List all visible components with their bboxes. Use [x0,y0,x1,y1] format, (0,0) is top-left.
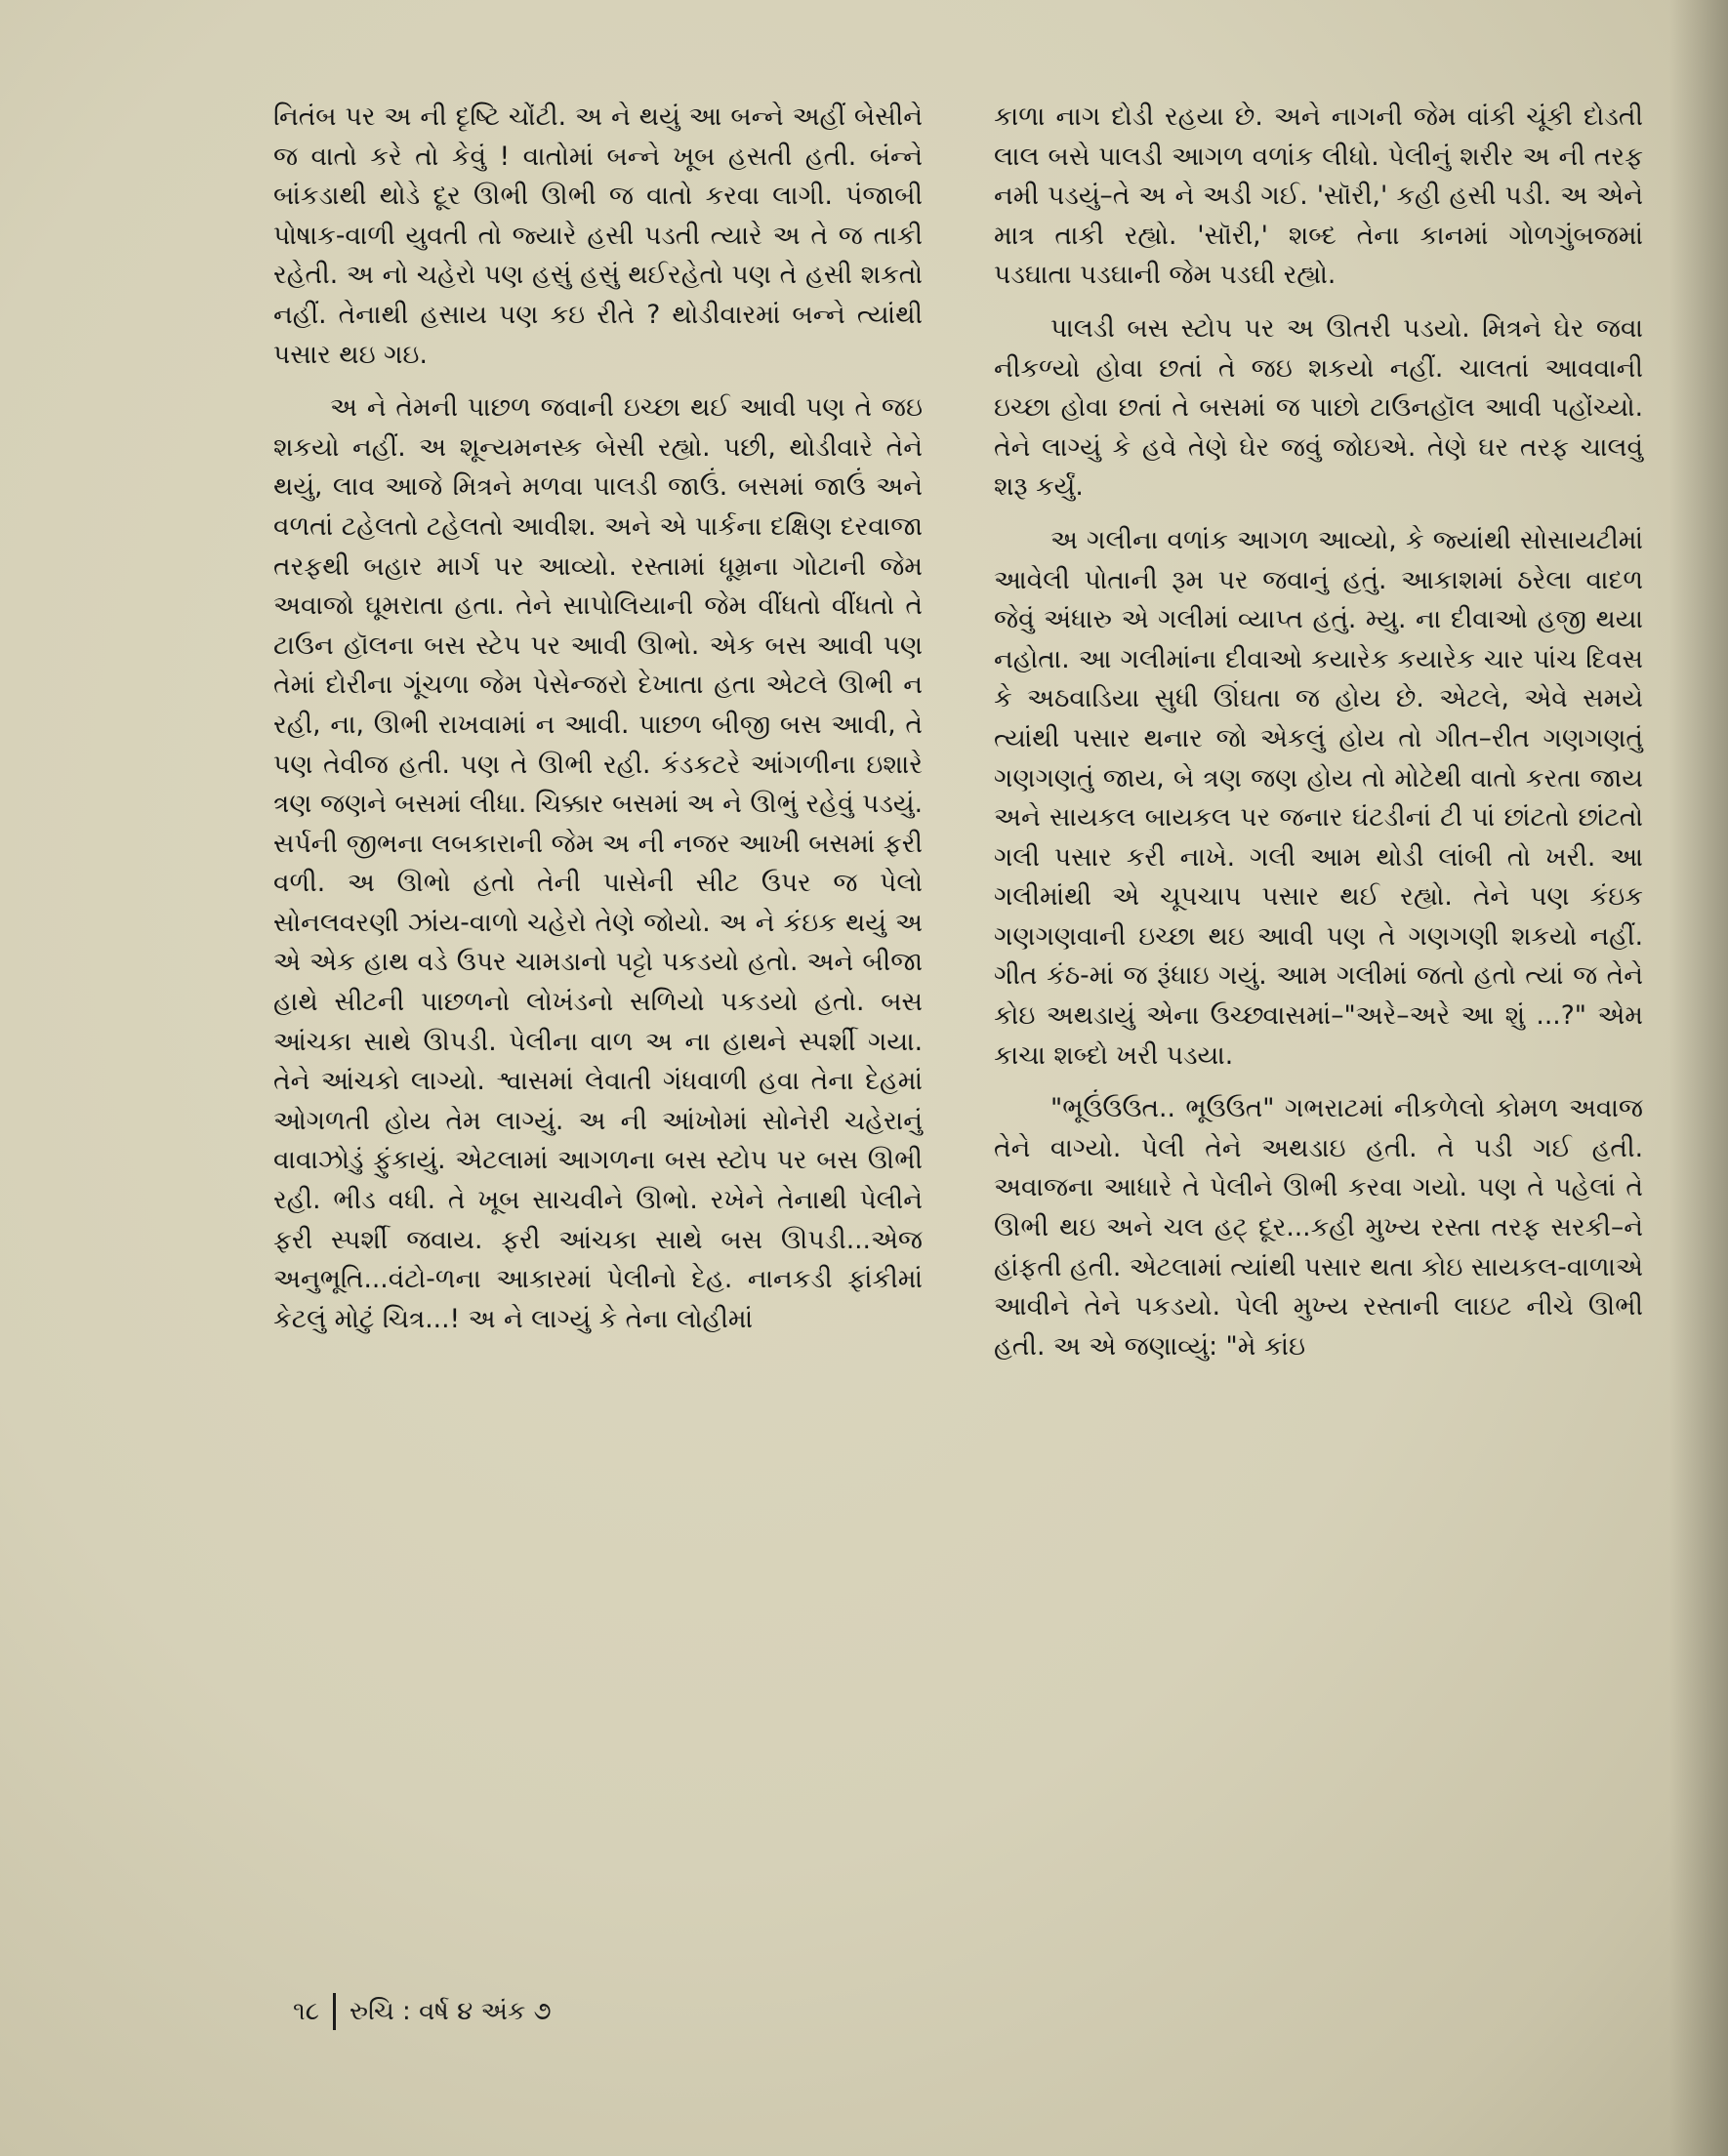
paragraph: પાલડી બસ સ્ટોપ પર અ ઊતરી પડયો. મિત્રને ઘેર જવા નીકળ્યો હોવા છતાં તે જઇ શકયો નહીં. ચાલતાં આવવાની ઇચ્છા હોવા છતાં તે બસમાં જ પાછો ટાઉનહૉલ આવી પહોંચ્યો. તેને લાગ્યું કે હવે તેણે ઘેર જવું જોઇએ. તેણે ઘર તરફ ચાલવું શરૂ કર્યું. [994,312,1643,503]
paragraph: "ભૂઉંઉઉત.. ભૂઉઉત" ગભરાટમાં નીકળેલો કોમળ અવાજ તેને વાગ્યો. પેલી તેને અથડાઇ હતી. તે પડી ગઈ હતી. અવાજના આધારે તે પેલીને ઊભી કરવા ગયો. પણ તે પહેલાં તે ઊભી થઇ અને ચલ હટ્ દૂર...કહી મુખ્ય રસ્તા તરફ સરકી–ને હાંફતી હતી. એટલામાં ત્યાંથી પસાર થતા કોઇ સાયકલ-વાળાએ આવીને તેને પકડયો. પેલી મુખ્ય રસ્તાની લાઇટ નીચે ઊભી હતી. અ એ જણાવ્યું: "મે કાંઇ [994,1093,1643,1362]
paragraph: અ ને તેમની પાછળ જવાની ઇચ્છા થઈ આવી પણ તે જઇ શકયો નહીં. અ શૂન્યમનસ્ક બેસી રહ્યો. પછી, થોડીવારે તેને થયું, લાવ આજે મિત્રને મળવા પાલડી જાઉં. બસમાં જાઉં અને વળતાં ટહેલતો ટહેલતો આવીશ. અને એ પાર્કના દક્ષિણ દરવાજા તરફથી બહાર માર્ગ પર આવ્યો. રસ્તામાં ધૂમ્રના ગોટાની જેમ અવાજો ઘૂમરાતા હતા. તેને સાપોલિયાની જેમ વીંધતો વીંધતો તે ટાઉન હૉલના બસ સ્ટેપ પર આવી ઊભો. એક બસ આવી પણ તેમાં દોરીના ગૂંચળા જેમ પેસેન્જરો દેખાતા હતા એટલે ઊભી ન રહી, ના, ઊભી રાખવામાં ન આવી. પાછળ બીજી બસ આવી, તે પણ તેવીજ હતી. પણ તે ઊભી રહી. કંડકટરે આંગળીના ઇશારે ત્રણ જણને બસમાં લીધા. ચિક્કાર બસમાં અ ને ઊભું રહેવું પડયું. સર્પની જીભના લબકારાની જેમ અ ની નજર આખી બસમાં ફરી વળી. અ ઊભો હતો તેની પાસેની સીટ ઉપર જ પેલો સોનલવરણી ઝાંય-વાળો ચહેરો તેણે જોયો. અ ને કંઇક થયું અ એ એક હાથ વડે ઉપર ચામડાનો પટ્ટો પકડયો હતો. અને બીજા હાથે સીટની પાછળનો લોખંડનો સળિયો પકડયો હતો. બસ આંચકા સાથે ઊપડી. પેલીના વાળ અ ના હાથને સ્પર્શી ગયા. તેને આંચકો લાગ્યો. શ્વાસમાં લેવાતી ગંધવાળી હવા તેના દેહમાં ઓગળતી હોય તેમ લાગ્યું. અ ની આંખોમાં સોનેરી ચહેરાનું વાવાઝોડું ફુંકાયું. એટલામાં આગળના બસ સ્ટોપ પર બસ ઊભી રહી. ભીડ વધી. તે ખૂબ સાચવીને ઊભો. રખેને તેનાથી પેલીને ફરી સ્પર્શી જવાય. ફરી આંચકા સાથે બસ ઊપડી...એજ અનુભૂતિ...વંટો-ળના આકારમાં પેલીનો દેહ. નાનકડી ફાંકીમાં કેટલું મોટું ચિત્ર...! અ ને લાગ્યું કે તેના લોહીમાં [273,392,923,1334]
publication-info: રુચિ : વર્ષ ૪ અંક ૭ [350,1996,552,2026]
paragraph: અ ગલીના વળાંક આગળ આવ્યો, કે જ્યાંથી સોસાયટીમાં આવેલી પોતાની રૂમ પર જવાનું હતું. આકાશમાં ઠરેલા વાદળ જેવું અંધારુ એ ગલીમાં વ્યાપ્ત હતું. મ્યુ. ના દીવાઓ હજી થયા નહોતા. આ ગલીમાંના દીવાઓ કયારેક કયારેક ચાર પાંચ દિવસ કે અઠવાડિયા સુધી ઊંઘતા જ હોય છે. એટલે, એવે સમયે ત્યાંથી પસાર થનાર જો એકલું હોય તો ગીત–રીત ગણગણતું ગણગણતું જાય, બે ત્રણ જણ હોય તો મોટેથી વાતો કરતા જાય અને સાયકલ બાયકલ પર જનાર ઘંટડીનાં ટી પાં છાંટતો છાંટતો ગલી પસાર કરી નાખે. ગલી આમ થોડી લાંબી તો ખરી. આ ગલીમાંથી એ ચૂપચાપ પસાર થઈ રહ્યો. તેને પણ કંઇક ગણગણવાની ઇચ્છા થઇ આવી પણ તે ગણગણી શકયો નહીં. ગીત કંઠ-માં જ રૂંધાઇ ગયું. આમ ગલીમાં જતો હતો ત્યાં જ તેને કોઇ અથડાયું એના ઉચ્છ્વાસમાં–"અરે–અરે આ શું ...?" એમ કાચા શબ્દો ખરી પડયા. [994,524,1643,1071]
paragraph: નિતંબ પર અ ની દૃષ્ટિ ચોંટી. અ ને થયું આ બન્ને અહીં બેસીને જ વાતો કરે તો કેવું ! વાતોમાં બન્ને ખૂબ હસતી હતી. બંન્ને બાંકડાથી થોડે દૂર ઊભી ઊભી જ વાતો કરવા લાગી. પંજાબી પોષાક-વાળી યુવતી તો જ્યારે હસી પડતી ત્યારે અ તે જ તાકી રહેતી. અ નો ચહેરો પણ હસું હસું થઈરહેતો પણ તે હસી શકતો નહીં. તેનાથી હસાય પણ કઇ રીતે ? થોડીવારમાં બન્ને ત્યાંથી પસાર થઇ ગઇ. [273,102,923,370]
right-text-column [994,98,1643,1366]
footer-divider [333,1993,336,2030]
page-number: ૧૮ [293,1996,320,2026]
page-footer [293,1993,552,2030]
left-text-column [273,98,923,1339]
paragraph: કાળા નાગ દોડી રહયા છે. અને નાગની જેમ વાંકી ચૂંકી દોડતી લાલ બસે પાલડી આગળ વળાંક લીધો. પેલીનું શરીર અ ની તરફ નમી પડયું–તે અ ને અડી ગઈ. 'સૉરી,' કહી હસી પડી. અ એને માત્ર તાકી રહ્યો. 'સૉરી,' શબ્દ તેના કાનમાં ગોળગુંબજમાં પડઘાતા પડઘાની જેમ પડઘી રહ્યો. [994,102,1643,291]
